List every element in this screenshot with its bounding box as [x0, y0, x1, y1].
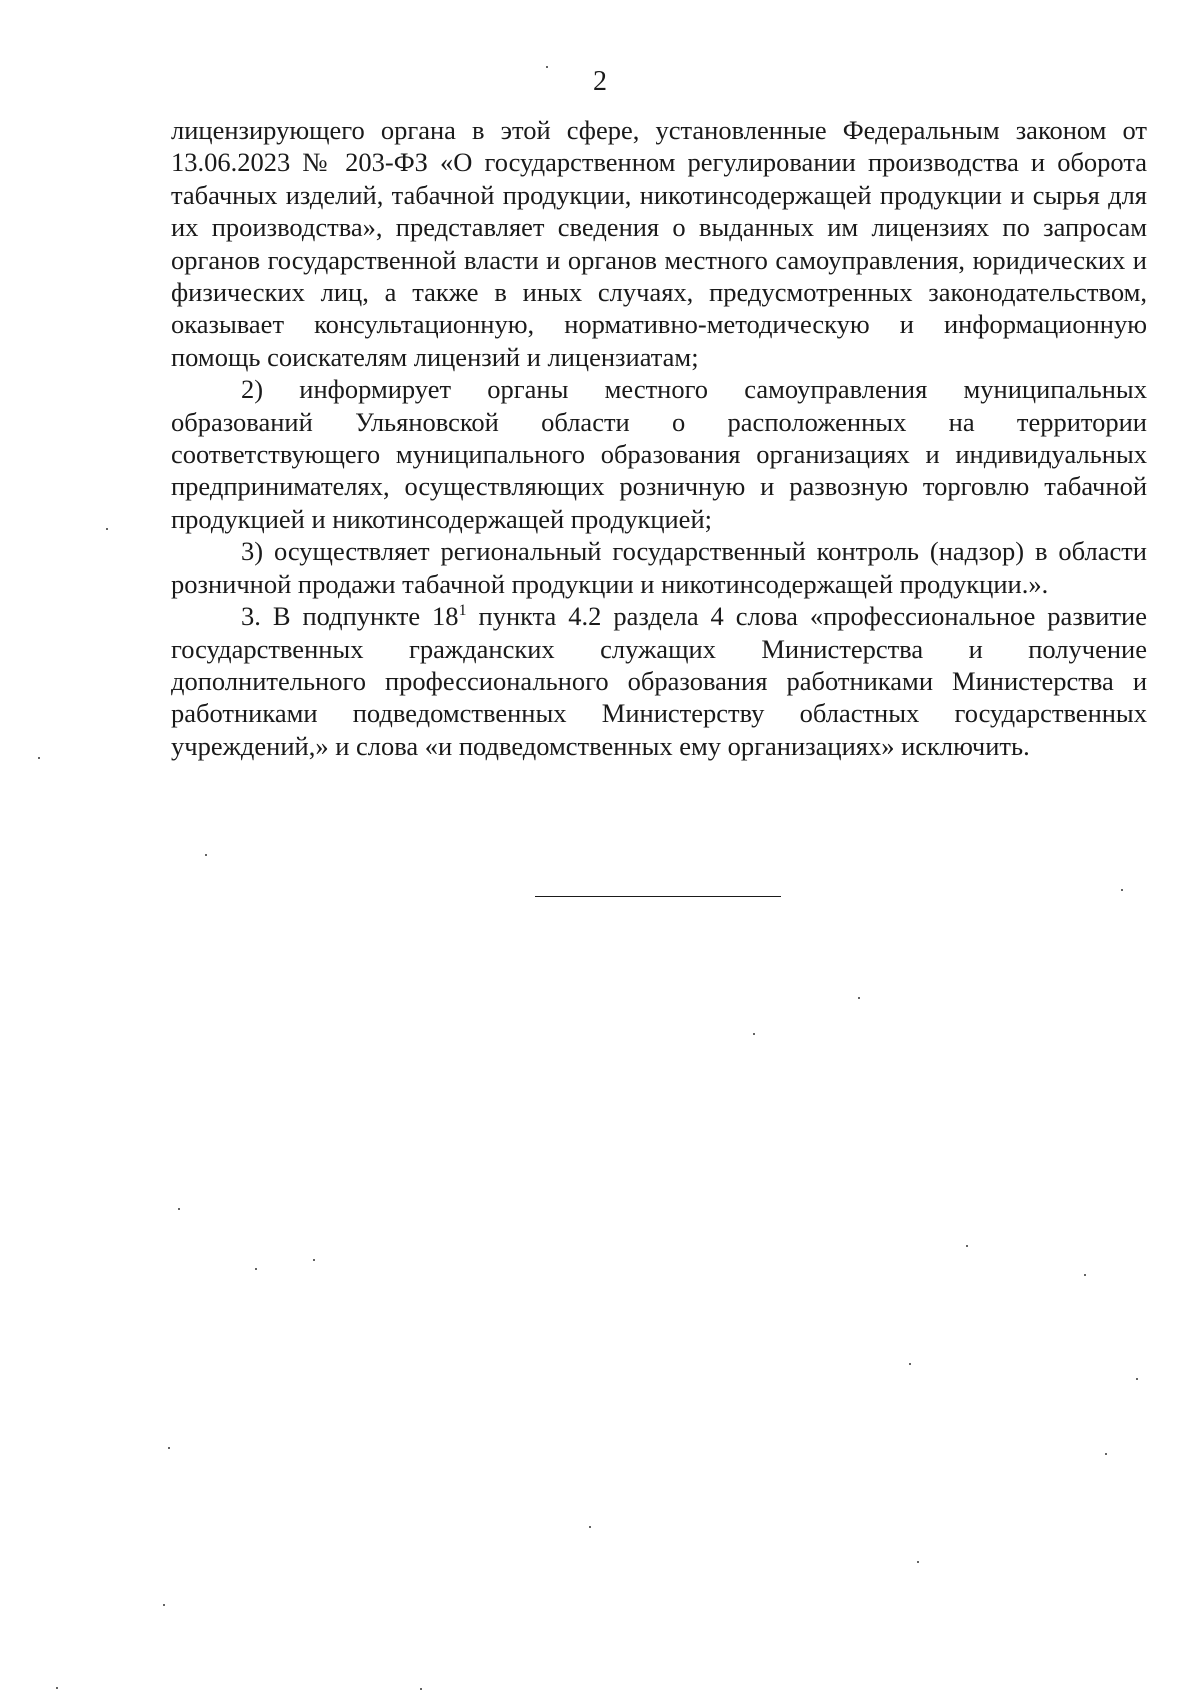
- scan-speck: [909, 1363, 911, 1365]
- scan-speck: [1105, 1453, 1107, 1455]
- scan-speck: [858, 997, 860, 999]
- scan-speck: [38, 757, 40, 759]
- superscript-index: 1: [458, 602, 467, 620]
- paragraph-continuation: лицензирующего органа в этой сфере, установленные Федеральным законом от 13.06.2023 № 203-ФЗ «О государственном регулировании производства и оборота табачных изделий, табачной продукции, никотинсодержащей продукции и сырья для их производства», представляет сведения о выданных им лицензиях по запросам органов государственной власти и органов местного самоуправления, юридических и физических лиц, а также в иных случаях, предусмотренных законодательством, оказывает консультационную, нормативно-методическую и информационную помощь соискателям лицензий и лицензиатам;: [171, 115, 1147, 372]
- scan-speck: [966, 1245, 968, 1247]
- scan-speck: [313, 1259, 315, 1261]
- scan-speck: [56, 1687, 58, 1689]
- paragraph-item-2: 2) информирует органы местного самоуправления муниципальных образований Ульяновской области о расположенных на территории соответствующего муниципального образования организациях и индивидуальных предпринимателях, осуществляющих розничную и развозную торговлю табачной продукцией и никотинсодержащей продукцией;: [171, 374, 1147, 534]
- scan-speck: [168, 1447, 170, 1449]
- paragraph-point-3: [171, 600, 1147, 762]
- scan-speck: [1136, 1378, 1138, 1380]
- end-of-text-rule: [535, 896, 781, 897]
- scan-speck: [178, 1208, 180, 1210]
- scan-speck: [546, 66, 548, 68]
- page-number: 2: [593, 66, 607, 97]
- scan-speck: [163, 1604, 165, 1606]
- scan-speck: [106, 528, 108, 530]
- document-body: [171, 114, 1147, 762]
- scan-speck: [917, 1561, 919, 1563]
- scan-speck: [1084, 1274, 1086, 1276]
- paragraph-point-3-end: пункта 4.2 раздела 4 слова «профессиональное развитие государственных гражданских служащих Министерства и получение дополнительного профессионального образования работниками Министерства и работниками подведомственных Министерству областных государственных учреждений,» и слова «и подведомственных ему организациях» исключить.: [171, 601, 1147, 761]
- scan-speck: [255, 1268, 257, 1270]
- scan-speck: [589, 1526, 591, 1528]
- scan-speck: [205, 854, 207, 856]
- scan-speck: [1121, 889, 1123, 891]
- paragraph-point-3-start: 3. В подпункте 18: [241, 601, 459, 632]
- scan-speck: [420, 1688, 422, 1690]
- paragraph-item-3: 3) осуществляет региональный государственный контроль (надзор) в области розничной продажи табачной продукции и никотинсодержащей продукции.».: [171, 536, 1147, 599]
- scan-speck: [753, 1033, 755, 1035]
